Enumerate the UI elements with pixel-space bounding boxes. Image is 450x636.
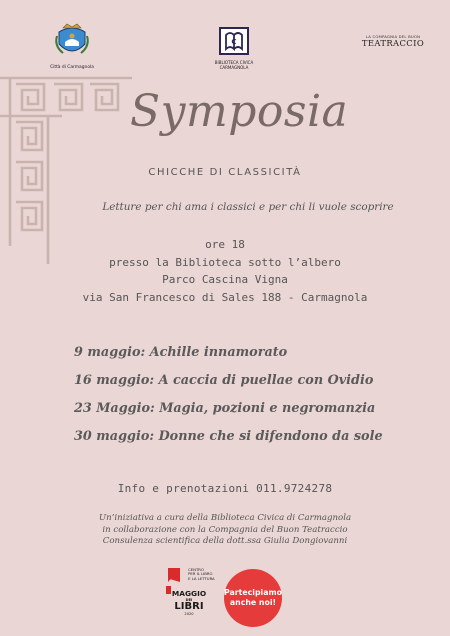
city-logo: [44, 22, 100, 70]
cepell-line: E LA LETTURA: [188, 575, 215, 581]
theatre-logo-name: TEATRACCIO: [361, 38, 425, 48]
library-logo-caption: BIBLIOTECA CIVICA CARMAGNOLA: [214, 60, 254, 70]
cepell-line: PER IL LIBRO: [188, 571, 213, 577]
svg-text:C: C: [231, 38, 237, 46]
venue-block: [0, 236, 450, 306]
subtitle: CHICCHE DI CLASSICITÀ: [148, 167, 302, 178]
maggio-year: 2020: [184, 611, 194, 616]
city-logo-caption: Città di Carmagnola: [50, 65, 94, 70]
event-item: 23 Maggio: Magia, pozioni e negromanzia: [74, 401, 376, 416]
badge-line: Partecipiamo: [224, 588, 282, 598]
city-crest-icon: [55, 22, 89, 58]
event-address: via San Francesco di Sales 188 - Carmagnola: [82, 290, 368, 304]
maggio-line: DEI: [185, 597, 193, 602]
tagline: Letture per chi ama i classici e per chi li vuole scoprire: [102, 201, 394, 213]
theatre-logo-small-text: LA COMPAGNIA DEL BUON: [365, 34, 421, 39]
credits-block: [0, 513, 450, 548]
credits-line: in collaborazione con la Compagnia del Buon Teatraccio: [102, 524, 348, 535]
badge-line: anche noi!: [229, 598, 277, 607]
event-time: ore 18: [205, 238, 245, 251]
event-item: 16 maggio: A caccia di puellae con Ovidio: [74, 373, 374, 388]
event-item: 30 maggio: Donne che si difendono da sole: [74, 429, 383, 444]
library-logo: [213, 27, 255, 70]
maggio-line: MAGGIO: [171, 589, 207, 598]
page-title: Symposia: [130, 86, 349, 137]
event-item: 9 maggio: Achille innamorato: [74, 345, 288, 360]
booking-info: Info e prenotazioni 011.9724278: [117, 482, 333, 495]
credits-line: Un’iniziativa a cura della Biblioteca Civica di Carmagnola: [98, 513, 352, 523]
theatre-logo: [356, 34, 430, 48]
cepell-flag-icon: [168, 568, 180, 582]
maggio-mark-icon: [166, 586, 171, 594]
maggio-dei-libri-logo: [168, 590, 210, 616]
cepell-logo: [168, 568, 228, 587]
library-logo-icon: [219, 27, 249, 55]
credits-line: Consulenza scientifica della dott.ssa Giulia Dongiovanni: [102, 536, 348, 546]
cepell-line: CENTRO: [188, 567, 204, 572]
event-place: presso la Biblioteca sotto l’albero: [109, 255, 341, 269]
cepell-logo-text: [188, 568, 215, 581]
event-park: Parco Cascina Vigna: [162, 273, 288, 286]
participation-badge: [224, 569, 282, 627]
maggio-line: LIBRI: [174, 600, 204, 612]
